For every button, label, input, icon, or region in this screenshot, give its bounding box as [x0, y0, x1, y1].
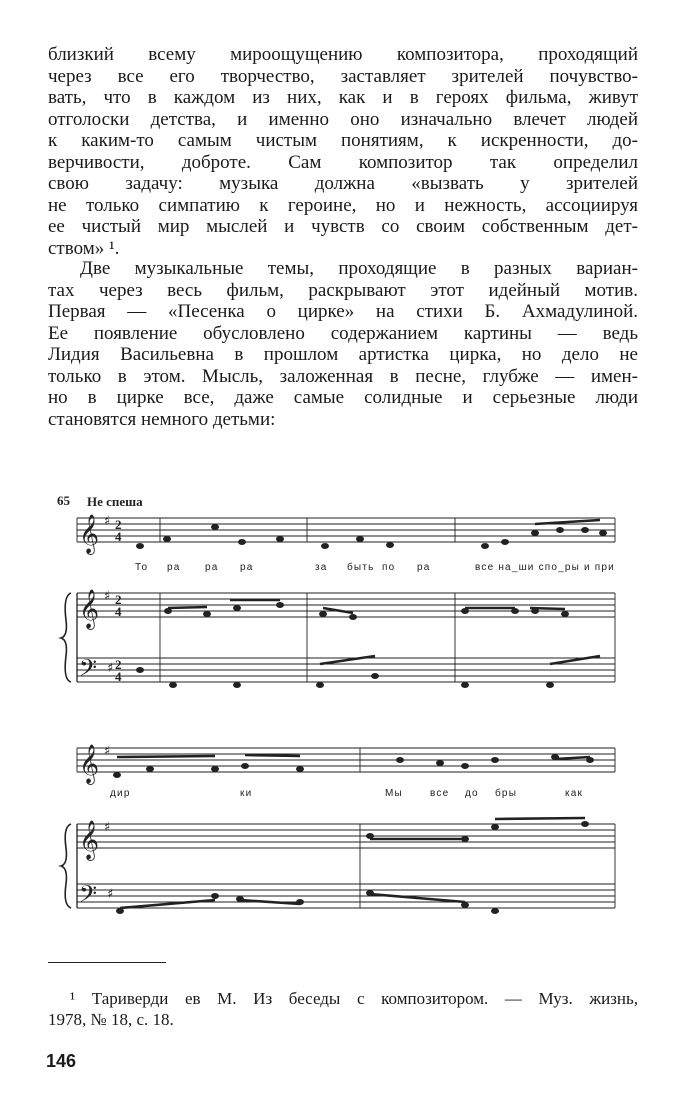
svg-text:4: 4 — [115, 669, 122, 684]
tempo-marking: Не спеша — [87, 494, 143, 509]
svg-text:2: 2 — [115, 657, 122, 672]
svg-text:4: 4 — [115, 604, 122, 619]
text-line: Лидия Васильевна в прошлом артистка цирка, но дело не — [48, 344, 638, 365]
time-signatures — [115, 517, 122, 684]
text-line: становятся немного детьми: — [48, 408, 276, 430]
text-line: свою задачу: музыка должна «вызвать у зрителей — [48, 173, 638, 194]
footnote-line: 1978, № 18, с. 18. — [48, 1010, 174, 1029]
lyric-syllable: как — [565, 788, 584, 799]
lyric-syllable: все на_ши спо_ры и при — [475, 562, 615, 573]
example-number: 65 — [57, 493, 70, 508]
lyric-syllable: То — [135, 562, 149, 573]
lyric-syllable: за — [315, 562, 328, 573]
text-line: Две музыкальные темы, проходящие в разных вариан- — [80, 258, 638, 279]
svg-text:♯: ♯ — [104, 820, 111, 835]
svg-text:2: 2 — [115, 517, 122, 532]
lyric-syllable: ра — [205, 562, 219, 573]
music-score — [55, 490, 635, 920]
paragraph-2 — [48, 258, 638, 430]
text-line: только в этом. Мысль, заложенная в песне, глубже — имен- — [48, 365, 638, 387]
text-line: близкий всему мироощущению композитора, проходящий — [48, 44, 638, 65]
svg-text:♯: ♯ — [107, 887, 114, 902]
text-line: Первая — «Песенка о цирке» на стихи Б. Ахмадулиной. — [48, 301, 638, 322]
text-line: к каким-то самым чистым понятиям, к искренности, до- — [48, 130, 638, 151]
text-line: Ее появление обусловлено содержанием картины — ведь — [48, 322, 638, 344]
footnote — [48, 988, 638, 1030]
svg-text:♯: ♯ — [104, 744, 111, 759]
text-line: но в цирке все, даже самые солидные и серьезные люди — [48, 387, 638, 408]
lyric-syllable: все — [430, 788, 450, 799]
lyric-syllable: дир — [110, 788, 131, 799]
svg-text:𝄞: 𝄞 — [79, 820, 100, 860]
svg-text:𝄞: 𝄞 — [79, 514, 100, 554]
clefs — [79, 514, 113, 913]
text-line: тах через весь фильм, раскрывают этот идейный мотив. — [48, 279, 638, 301]
lyric-syllable: быть — [347, 562, 375, 573]
svg-text:♯: ♯ — [104, 589, 111, 604]
lyric-syllable: ра — [240, 562, 254, 573]
vocal-staff-1 — [77, 518, 615, 542]
svg-text:𝄞: 𝄞 — [79, 744, 100, 784]
svg-text:𝄢: 𝄢 — [79, 880, 98, 913]
lyrics-system-2 — [110, 787, 583, 799]
piano-bass-staff-1 — [77, 658, 615, 682]
svg-text:♯: ♯ — [104, 514, 111, 529]
text-line: верчивости, доброте. Сам композитор так определил — [48, 151, 638, 173]
text-line: отголоски детства, и именно оно изначально влечет людей — [48, 108, 638, 130]
lyric-syllable: Мы — [385, 788, 403, 799]
lyric-syllable: ра — [417, 562, 431, 573]
footnote-rule — [48, 962, 166, 963]
svg-text:4: 4 — [115, 529, 122, 544]
svg-text:♯: ♯ — [107, 661, 114, 676]
text-line: через все его творчество, заставляет зрителей почувство- — [48, 65, 638, 87]
page-number: 146 — [46, 1051, 77, 1071]
svg-text:𝄢: 𝄢 — [79, 654, 98, 687]
footnote-line: ¹ Тариверди ев М. Из беседы с композитором. — Муз. жизнь, — [70, 989, 638, 1008]
text-line: вать, что в каждом из них, как и в героях фильма, живут — [48, 87, 638, 108]
paragraph-1 — [48, 44, 638, 259]
svg-text:𝄞: 𝄞 — [79, 589, 100, 629]
piano-treble-staff-2 — [77, 824, 615, 848]
svg-text:2: 2 — [115, 592, 122, 607]
text-line: ее чистый мир мыслей и чувств со своим собственным дет- — [48, 216, 638, 237]
text-line: ством» ¹. — [48, 237, 120, 259]
lyrics-system-1 — [135, 561, 615, 573]
vocal-staff-2 — [77, 748, 615, 772]
text-line: не только симпатию к героине, но и нежность, ассоциируя — [48, 194, 638, 216]
lyric-syllable: бры — [495, 788, 518, 799]
lyric-syllable: по — [382, 562, 396, 573]
lyric-syllable: ра — [167, 562, 181, 573]
lyric-syllable: ки — [240, 788, 253, 799]
lyric-syllable: до — [465, 788, 479, 799]
